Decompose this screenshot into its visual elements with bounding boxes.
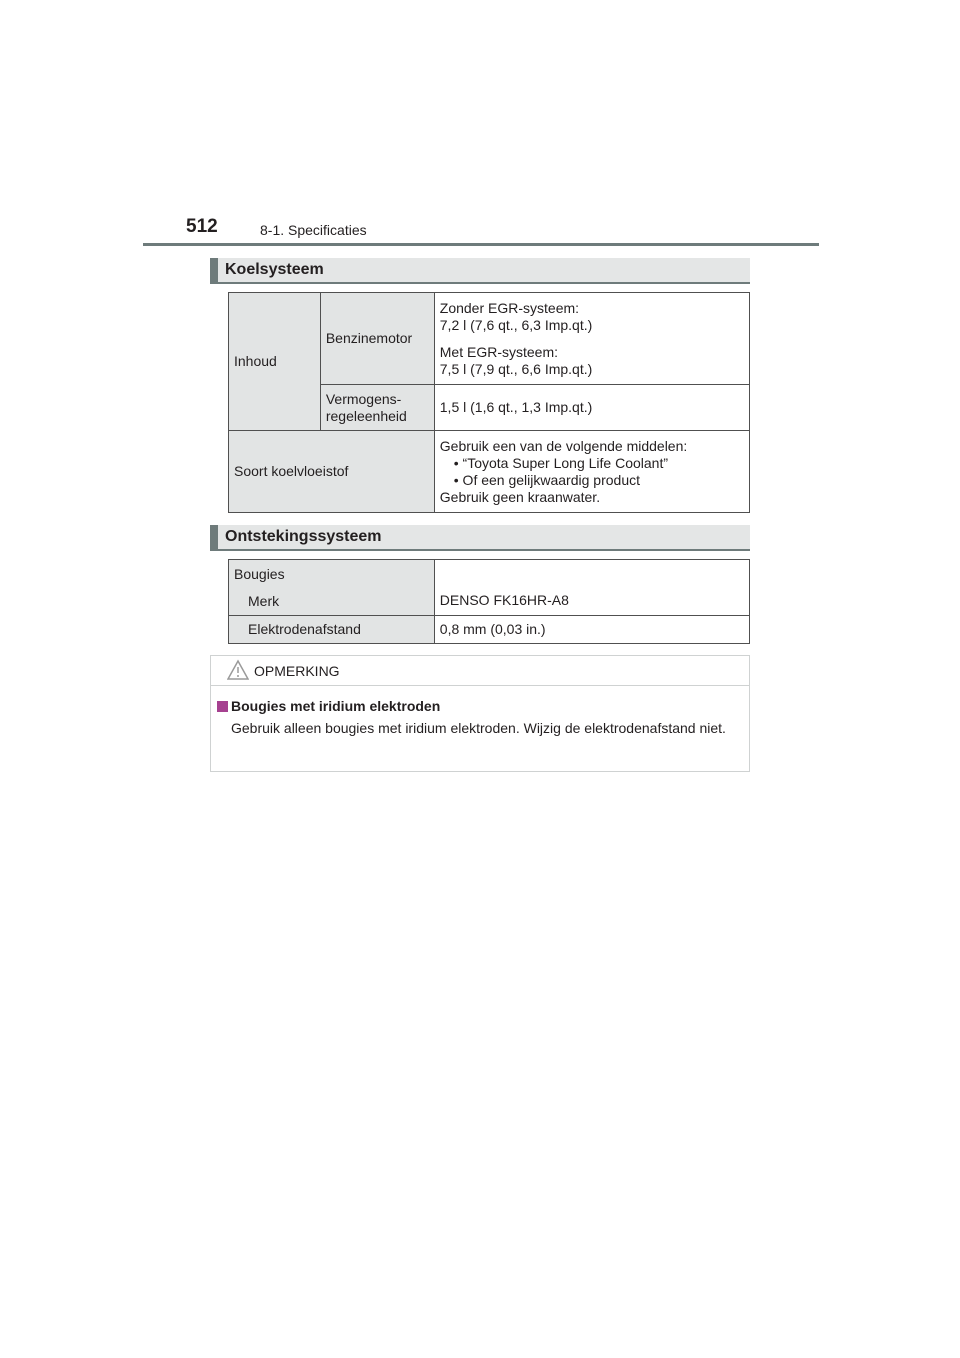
heading-bar <box>210 258 218 284</box>
vermogens-line1: Vermogens- <box>325 390 402 407</box>
notice-title: OPMERKING <box>254 663 340 679</box>
page-number: 512 <box>186 216 218 237</box>
coolant-line4: Gebruik geen kraanwater. <box>439 488 601 505</box>
notice-body: Gebruik alleen bougies met iridium elektroden. Wijzig de elektrodenafstand niet. <box>231 720 726 736</box>
coolant-label: Soort koelvloeistof <box>229 431 435 513</box>
coolant-value <box>434 431 749 513</box>
gap-label: Elektrodenafstand <box>229 616 435 644</box>
bullet-square-icon <box>217 701 228 712</box>
header-rule <box>143 243 819 246</box>
benzinemotor-line3: Met EGR-systeem: <box>439 343 559 360</box>
benzinemotor-line4: 7,5 l (7,9 qt., 6,6 Imp.qt.) <box>439 360 593 377</box>
warning-triangle-icon <box>227 659 249 686</box>
merk-label: Merk <box>248 593 280 609</box>
bougies-label: Bougies <box>234 566 285 582</box>
heading-bar <box>210 525 218 551</box>
gap-value: 0,8 mm (0,03 in.) <box>434 616 749 644</box>
section-title: 8-1. Specificaties <box>260 222 367 238</box>
notice-header <box>211 656 749 686</box>
benzinemotor-value <box>434 293 749 385</box>
coolant-bullet2: • Of een gelijkwaardig product <box>453 471 640 488</box>
benzinemotor-label: Benzinemotor <box>320 293 434 385</box>
vermogens-label <box>320 385 434 431</box>
notice-subtitle: Bougies met iridium elektroden <box>231 698 441 714</box>
vermogens-value: 1,5 l (1,6 qt., 1,3 Imp.qt.) <box>434 385 749 431</box>
benzinemotor-line2: 7,2 l (7,6 qt., 6,3 Imp.qt.) <box>439 316 593 333</box>
cooling-table <box>228 292 750 513</box>
benzinemotor-line1: Zonder EGR-systeem: <box>439 299 580 316</box>
coolant-line1: Gebruik een van de volgende middelen: <box>439 437 688 454</box>
inhoud-label: Inhoud <box>229 293 321 431</box>
bougies-label-cell <box>229 560 435 616</box>
ignition-heading <box>210 525 750 551</box>
coolant-bullet1: • “Toyota Super Long Life Coolant” <box>453 454 669 471</box>
merk-value: DENSO FK16HR-A8 <box>434 560 749 616</box>
notice-box <box>210 655 750 772</box>
ignition-table <box>228 559 750 644</box>
ignition-heading-title: Ontstekingssysteem <box>225 528 382 545</box>
cooling-heading-title: Koelsysteem <box>225 261 324 278</box>
vermogens-line2: regeleenheid <box>325 407 407 424</box>
cooling-heading <box>210 258 750 284</box>
